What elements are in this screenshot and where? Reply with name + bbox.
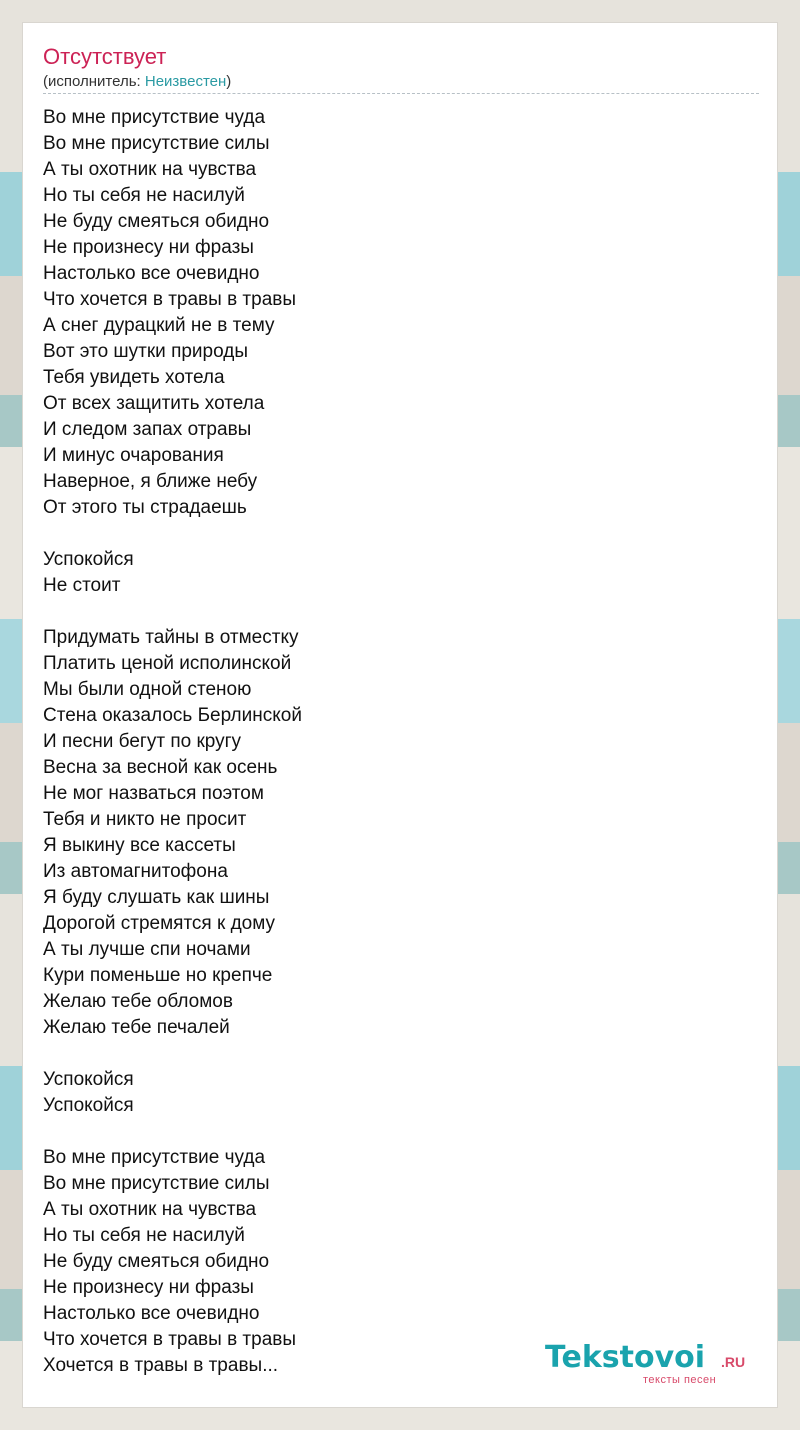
lyric-line: Не произнесу ни фразы xyxy=(43,1277,254,1298)
lyric-line: Тебя увидеть хотела xyxy=(43,367,225,388)
lyric-line: А ты охотник на чувства xyxy=(43,1199,257,1220)
lyric-line: Не стоит xyxy=(43,575,121,596)
lyric-line: И песни бегут по кругу xyxy=(43,731,242,752)
lyric-line: Кури поменьше но крепче xyxy=(43,965,273,986)
lyric-line: Успокойся xyxy=(43,1095,134,1116)
lyric-line: Что хочется в травы в травы xyxy=(43,289,297,310)
lyric-line: Желаю тебе обломов xyxy=(43,991,233,1012)
lyric-line: Не буду смеяться обидно xyxy=(43,1251,270,1272)
artist-line xyxy=(43,73,231,91)
lyric-line: Мы были одной стеною xyxy=(43,679,252,700)
lyric-line: Успокойся xyxy=(43,1069,134,1090)
lyric-line: И следом запах отравы xyxy=(43,419,252,440)
artist-prefix: (исполнитель: xyxy=(43,73,145,90)
lyric-line: А ты охотник на чувства xyxy=(43,159,257,180)
logo-domain: .RU xyxy=(721,1354,746,1370)
lyric-line: Я буду слушать как шины xyxy=(43,887,270,908)
lyric-line: Вот это шутки природы xyxy=(43,341,248,362)
lyric-line: Наверное, я ближе небу xyxy=(43,471,258,492)
lyric-blank-line xyxy=(43,1041,743,1067)
lyric-line: Настолько все очевидно xyxy=(43,263,260,284)
title-divider xyxy=(43,93,759,94)
lyric-line: Успокойся xyxy=(43,549,134,570)
lyric-line: Дорогой стремятся к дому xyxy=(43,913,276,934)
lyric-blank-line xyxy=(43,521,743,547)
lyric-line: Во мне присутствие чуда xyxy=(43,107,266,128)
lyric-line: Тебя и никто не просит xyxy=(43,809,247,830)
lyric-line: От всех защитить хотела xyxy=(43,393,265,414)
lyric-line: Хочется в травы в травы... xyxy=(43,1355,279,1376)
lyric-line: Но ты себя не насилуй xyxy=(43,1225,245,1246)
lyric-blank-line xyxy=(43,1119,743,1145)
lyric-line: Желаю тебе печалей xyxy=(43,1017,230,1038)
site-logo[interactable] xyxy=(545,1340,755,1388)
song-title: Отсутствует xyxy=(43,44,167,69)
lyric-line: Платить ценой исполинской xyxy=(43,653,292,674)
lyric-line: Настолько все очевидно xyxy=(43,1303,260,1324)
lyric-line: Я выкину все кассеты xyxy=(43,835,236,856)
lyric-line: Стена оказалось Берлинской xyxy=(43,705,302,726)
logo-tagline: тексты песен xyxy=(643,1374,717,1386)
lyric-line: От этого ты страдаешь xyxy=(43,497,247,518)
lyrics-card xyxy=(22,22,778,1408)
lyric-line: Из автомагнитофона xyxy=(43,861,228,882)
lyric-line: Весна за весной как осень xyxy=(43,757,278,778)
logo-name: Tekstovoi xyxy=(545,1340,706,1375)
lyric-line: Не буду смеяться обидно xyxy=(43,211,270,232)
lyrics-text xyxy=(43,105,746,1379)
lyric-line: Но ты себя не насилуй xyxy=(43,185,245,206)
lyric-line: Не произнесу ни фразы xyxy=(43,237,254,258)
lyric-blank-line xyxy=(43,599,743,625)
artist-link[interactable]: Неизвестен xyxy=(144,73,227,90)
lyric-line: И минус очарования xyxy=(43,445,224,466)
lyric-line: Придумать тайны в отместку xyxy=(43,627,299,648)
lyric-line: Что хочется в травы в травы xyxy=(43,1329,297,1350)
artist-suffix: ) xyxy=(226,73,232,90)
lyric-line: Во мне присутствие силы xyxy=(43,1173,270,1194)
lyric-line: А ты лучше спи ночами xyxy=(43,939,251,960)
lyric-line: А снег дурацкий не в тему xyxy=(43,315,275,336)
lyric-line: Во мне присутствие силы xyxy=(43,133,270,154)
lyric-line: Не мог назваться поэтом xyxy=(43,783,264,804)
lyric-line: Во мне присутствие чуда xyxy=(43,1147,266,1168)
